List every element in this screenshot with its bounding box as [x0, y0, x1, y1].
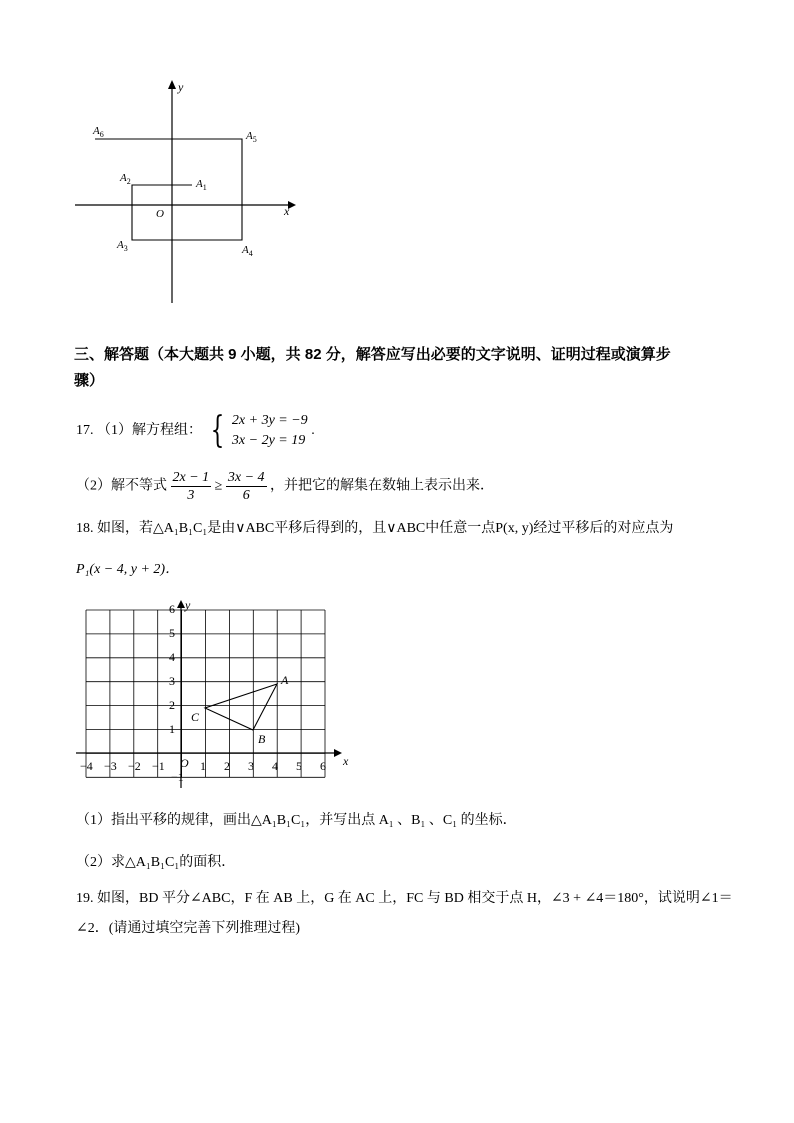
q17-part2-suffix: ，并把它的解集在数轴上表示出来． — [270, 478, 495, 494]
q19-line1: 19. 如图，BD 平分∠ABC，F 在 AB 上，G 在 AC 上，FC 与 BD 相交于点 H，∠3 + ∠4＝180°，试说明∠1＝ — [76, 891, 733, 906]
q17-part1 — [76, 411, 315, 451]
triangle-abc — [205, 684, 277, 730]
q17-part1-prefix: （1）解方程组： — [97, 423, 202, 439]
y-tick-label: 1 — [169, 722, 175, 736]
point-a-label: A — [281, 673, 289, 687]
x-tick-label: 2 — [224, 759, 230, 773]
axis-y-label: y — [185, 600, 191, 612]
grid-lines — [86, 610, 325, 777]
spiral-path — [95, 139, 242, 240]
section-3-heading-line2: 骤） — [74, 372, 105, 389]
q17-part2-prefix: （2）解不等式 — [76, 478, 167, 494]
x-axis-arrow — [334, 749, 342, 757]
fraction-2-denominator: 6 — [242, 488, 250, 503]
label-a6: $A_6$ — [93, 125, 104, 139]
q18-part2: （2）求△A₁B₁C₁的面积． — [76, 855, 236, 870]
equation-2: 3x − 2y = 19 — [231, 433, 306, 448]
equation-system — [232, 411, 308, 451]
label-a1: $A_1$ — [196, 178, 207, 192]
y-tick-label: −1 — [171, 770, 184, 784]
x-tick-label: −1 — [152, 759, 165, 773]
x-tick-labels — [80, 759, 326, 773]
fraction-2-numerator: 3x − 4 — [227, 470, 265, 485]
x-tick-label: −4 — [80, 759, 93, 773]
x-tick-label: −2 — [128, 759, 141, 773]
figure-1-spiral — [70, 75, 300, 310]
label-a4: $A_4$ — [242, 244, 253, 258]
origin-label: O — [156, 208, 164, 220]
point-c-label: C — [191, 710, 200, 724]
y-tick-label: 2 — [169, 698, 175, 712]
x-tick-label: 4 — [272, 759, 278, 773]
label-a2: $A_2$ — [120, 172, 131, 186]
fraction-2 — [226, 469, 267, 504]
x-tick-label: −3 — [104, 759, 117, 773]
fraction-1 — [171, 469, 212, 504]
axis-x-label: x — [343, 754, 349, 768]
origin-label: O — [180, 756, 189, 770]
y-tick-label: 5 — [169, 626, 175, 640]
axis-y-label: y — [178, 80, 184, 94]
q18-part1: （1）指出平移的规律，画出△A₁B₁C₁，并写出点 A₁ 、B₁ 、C₁ 的坐标． — [76, 813, 517, 828]
section-3-heading — [74, 342, 724, 394]
fraction-1-numerator: 2x − 1 — [172, 470, 210, 485]
label-a5: $A_5$ — [246, 130, 257, 144]
axis-x-label: x — [284, 204, 290, 218]
fraction-1-denominator: 3 — [187, 488, 195, 503]
q17-number: 17. — [76, 423, 94, 439]
y-axis-arrow — [168, 80, 176, 89]
system-brace: { — [210, 410, 224, 451]
x-tick-label: 3 — [248, 759, 254, 773]
geq-sign: ≥ — [214, 478, 223, 494]
label-a3: $A_3$ — [117, 239, 128, 253]
point-b-label: B — [258, 732, 266, 746]
x-tick-label: 1 — [200, 759, 206, 773]
y-tick-label: 4 — [169, 650, 175, 664]
q19-line2: ∠2．(请通过填空完善下列推理过程) — [76, 921, 301, 936]
y-axis-arrow — [177, 600, 185, 608]
equation-1: 2x + 3y = −9 — [231, 413, 308, 428]
q17-part1-end: . — [311, 423, 315, 439]
y-tick-label: 6 — [169, 602, 175, 616]
figure-2-grid — [72, 600, 362, 795]
section-3-heading-line1: 三、解答题（本大题共 9 小题，共 82 分，解答应写出必要的文字说明、证明过程或演算步 — [74, 346, 671, 363]
q17-part2 — [76, 469, 494, 504]
q18-line1: 18. 如图，若△A₁B₁C₁是由∨ABC平移后得到的，且∨ABC中任意一点P(x, y)经过平移后的对应点为 — [76, 521, 674, 536]
q18-line2: P₁(x − 4, y + 2)． — [76, 562, 180, 577]
x-tick-label: 5 — [296, 759, 302, 773]
x-tick-label: 6 — [320, 759, 326, 773]
y-tick-label: 3 — [169, 674, 175, 688]
